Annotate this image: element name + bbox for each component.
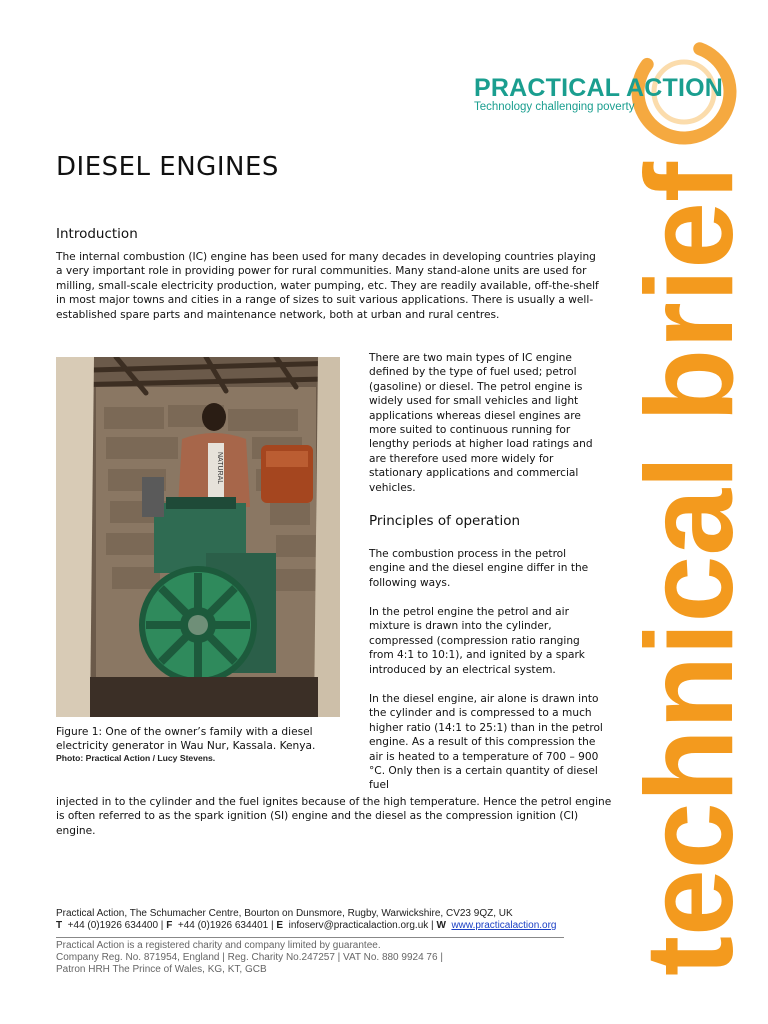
- website-label: W: [436, 920, 446, 931]
- footer-patron: Patron HRH The Prince of Wales, KG, KT, GCB: [56, 964, 267, 975]
- figure-caption: Figure 1: One of the owner’s family with a diesel electricity generator in Wau Nur, Kassala. Kenya.: [56, 726, 316, 753]
- phone-label: T: [56, 920, 63, 931]
- introduction-heading: Introduction: [56, 226, 138, 242]
- principles-paragraph-1: The combustion process in the petrol engine and the diesel engine differ in the following ways.: [369, 548, 589, 589]
- fax-label: F: [166, 920, 173, 931]
- logo-title: PRACTICAL ACTION: [474, 74, 724, 102]
- shirt-text: NATURAL: [216, 452, 223, 485]
- technical-brief-label: technical brief: [628, 150, 758, 976]
- figure-credit: Photo: Practical Action / Lucy Stevens.: [56, 753, 216, 763]
- principles-paragraph-3-continued: injected in to the cylinder and the fuel ignites because of the high temperature. Hence the petrol engine is often referred to as the spark ignition (SI) engine and the diesel as the compression ignition (CI) engine.: [56, 796, 612, 837]
- footer-website-link[interactable]: www.practicalaction.org: [451, 920, 557, 931]
- logo-tagline: Technology challenging poverty: [474, 101, 635, 113]
- footer-contact: T +44 (0)1926 634400 | F +44 (0)1926 634401 | E infoserv@practicalaction.org.uk | W www.practicalaction.org: [56, 920, 557, 931]
- footer-address: Practical Action, The Schumacher Centre, Bourton on Dunsmore, Rugby, Warwickshire, CV23 9QZ, UK: [56, 908, 513, 919]
- footer-charity: Practical Action is a registered charity and company limited by guarantee.: [56, 940, 381, 951]
- engine-types-paragraph: There are two main types of IC engine defined by the type of fuel used; petrol (gasoline) or diesel. The petrol engine is widely used for small vehicles and light applications whereas diesel engines are more suited to continuous running for lengthy periods at higher load ratings and are therefore used more widely for stationary applications and commercial vehicles.: [369, 352, 593, 494]
- principles-paragraph-2: In the petrol engine the petrol and air mixture is drawn into the cylinder, compressed (compression ratio ranging from 4:1 to 10:1), and ignited by a spark introduced by an electrical system.: [369, 606, 585, 676]
- footer-registration: Company Reg. No. 871954, England | Reg. Charity No.247257 | VAT No. 880 9924 76 |: [56, 952, 443, 963]
- footer-fax: +44 (0)1926 634401: [177, 920, 269, 931]
- introduction-paragraph: The internal combustion (IC) engine has been used for many decades in developing countries playing a very important role in providing power for rural communities. Many stand-alone units are used for milling, small-scale electricity production, water pumping, etc. They are readily available, off-the-shelf in most major towns and cities in a range of sizes to suit various applications. There is usually a well-established spare parts and maintenance network, both at urban and rural centres.: [56, 251, 599, 321]
- page-title: DIESEL ENGINES: [56, 152, 279, 182]
- principles-heading: Principles of operation: [369, 513, 521, 529]
- technical-brief-banner: [628, 150, 758, 980]
- email-label: E: [276, 920, 284, 931]
- footer-email[interactable]: infoserv@practicalaction.org.uk: [288, 920, 429, 931]
- principles-paragraph-3: In the diesel engine, air alone is drawn into the cylinder and is compressed to a much higher ratio (14:1 to 25:1) than in the petrol engine. As a result of this compression the air is heated to a temperature of 700 – 900 °C. Only then is a certain quantity of diesel fuel: [369, 693, 603, 792]
- footer-phone: +44 (0)1926 634400: [67, 920, 159, 931]
- footer-divider: [56, 937, 564, 938]
- generator-photo: [56, 357, 340, 717]
